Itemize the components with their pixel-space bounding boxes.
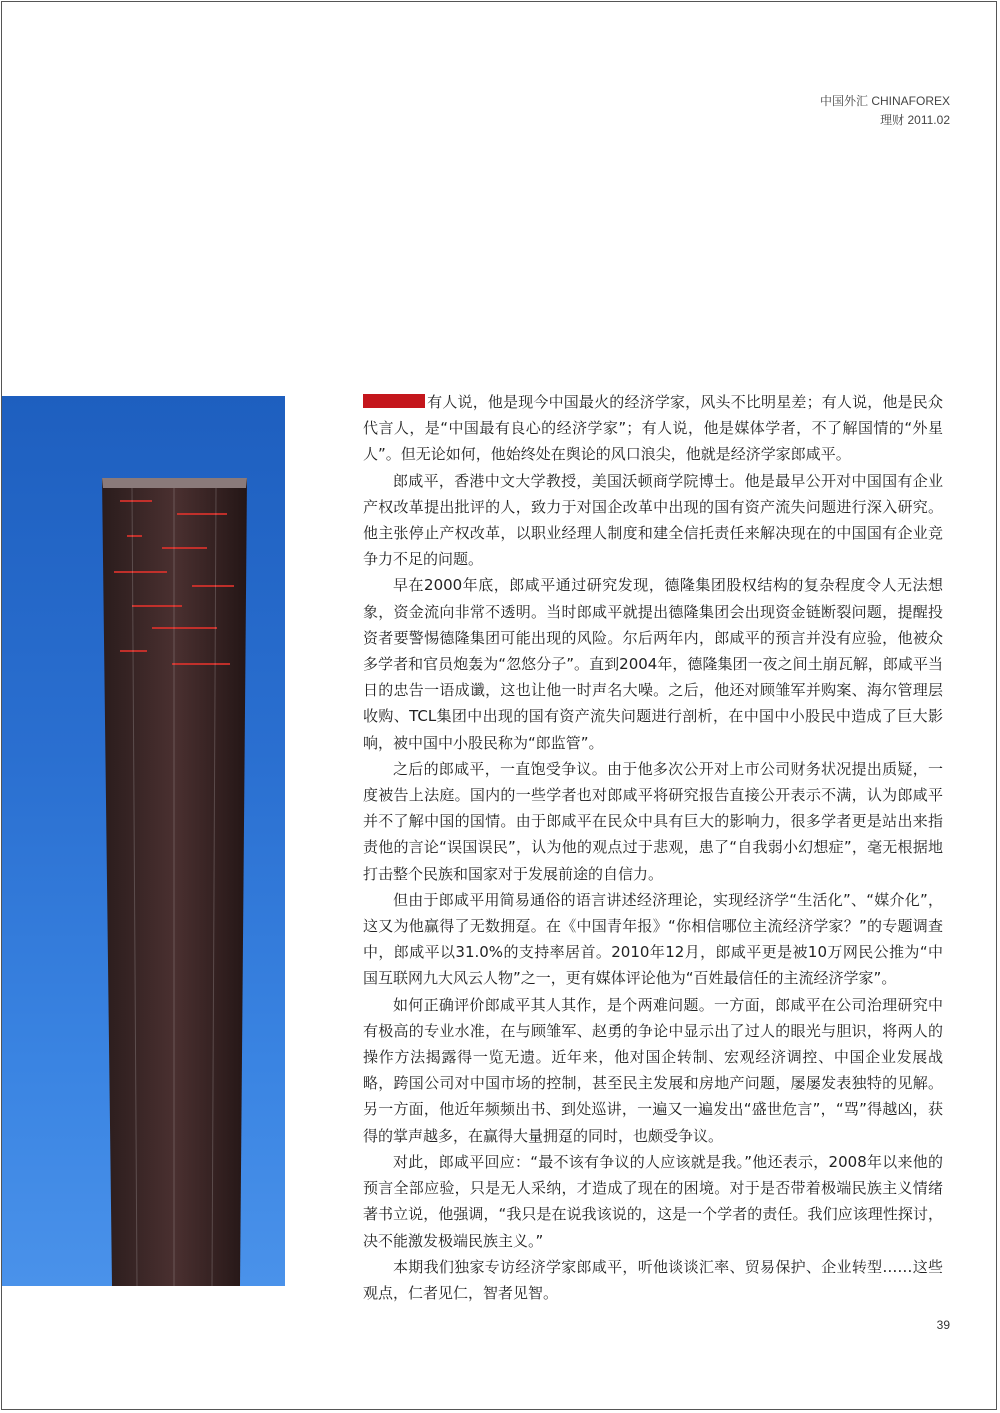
lead-paragraph-text: 有人说，他是现今中国最火的经济学家，风头不比明星差；有人说，他是民众代言人，是“中国最有良心的经济学家”；有人说，他是媒体学者，不了解国情的“外星人”。但无论如何，他始终处在舆论的风口浪尖，他就是经济学家郎咸平。 xyxy=(363,393,943,464)
article-paragraph: 早在2000年底，郎咸平通过研究发现，德隆集团股权结构的复杂程度令人无法想象，资金流向非常不透明。当时郎咸平就提出德隆集团会出现资金链断裂问题，提醒投资者要警惕德隆集团可能出现的风险。尔后两年内，郎咸平的预言并没有应验，他被众多学者和官员炮轰为“忽悠分子”。直到2004年，德隆集团一夜之间土崩瓦解，郎咸平当日的忠告一语成谶，这也让他一时声名大噪。之后，他还对顾雏军并购案、海尔管理层收购、TCL集团中出现的国有资产流失问题进行剖析，在中国中小股民中造成了巨大影响，被中国中小股民称为“郎监管”。 xyxy=(363,576,943,752)
magazine-name: 中国外汇 CHINAFOREX xyxy=(819,94,950,108)
glass-tower-illustration xyxy=(2,396,285,1286)
article-paragraph: 之后的郎咸平，一直饱受争议。由于他多次公开对上市公司财务状况提出质疑，一度被告上法庭。国内的一些学者也对郎咸平将研究报告直接公开表示不满，认为郎咸平并不了解中国的国情。由于郎咸平在民众中具有巨大的影响力，很多学者更是站出来指责他的言论“误国误民”，认为他的观点过于悲观，患了“自我弱小幻想症”，毫无根据地打击整个民族和国家对于发展前途的自信力。 xyxy=(363,759,943,883)
issue-info: 理财 2011.02 xyxy=(880,113,950,127)
article-paragraph: 如何正确评价郎咸平其人其作，是个两难问题。一方面，郎咸平在公司治理研究中有极高的专业水准，在与顾雏军、赵勇的争论中显示出了过人的眼光与胆识，将两人的操作方法揭露得一览无遗。近年来，他对国企转制、宏观经济调控、中国企业发展战略，跨国公司对中国市场的控制，甚至民主发展和房地产问题，屡屡发表独特的见解。另一方面，他近年频频出书、到处巡讲，一遍又一遍发出“盛世危言”，“骂”得越凶，获得的掌声越多，在赢得大量拥趸的同时，也颇受争议。 xyxy=(363,995,943,1145)
lead-paragraph xyxy=(363,389,943,468)
page-number: 39 xyxy=(936,1318,950,1332)
lead-marker xyxy=(363,394,425,408)
running-header xyxy=(820,92,950,130)
article-paragraph: 对此，郎咸平回应：“最不该有争议的人应该就是我。”他还表示，2008年以来他的预言全部应验，只是无人采纳，才造成了现在的困境。对于是否带着极端民族主义情绪著书立说，他强调，“我只是在说我该说的，这是一个学者的责任。我们应该理性探讨，决不能激发极端民族主义。” xyxy=(363,1152,943,1250)
sky-photo xyxy=(2,396,285,1286)
article-paragraph: 但由于郎咸平用简易通俗的语言讲述经济理论，实现经济学“生活化”、“媒介化”，这又为他赢得了无数拥趸。在《中国青年报》“你相信哪位主流经济学家？”的专题调查中，郎咸平以31.0%的支持率居首。2010年12月，郎咸平更是被10万网民公推为“中国互联网九大风云人物”之一，更有媒体评论他为“百姓最信任的主流经济学家”。 xyxy=(363,890,943,988)
article-paragraph: 本期我们独家专访经济学家郎咸平，听他谈谈汇率、贸易保护、企业转型……这些观点，仁者见仁，智者见智。 xyxy=(363,1257,943,1302)
article-paragraph: 郎咸平，香港中文大学教授，美国沃顿商学院博士。他是最早公开对中国国有企业产权改革提出批评的人，致力于对国企改革中出现的国有资产流失问题进行深入研究。他主张停止产权改革，以职业经理人制度和建全信托责任来解决现在的中国国有企业竞争力不足的问题。 xyxy=(363,471,943,569)
article-body xyxy=(363,389,943,1306)
